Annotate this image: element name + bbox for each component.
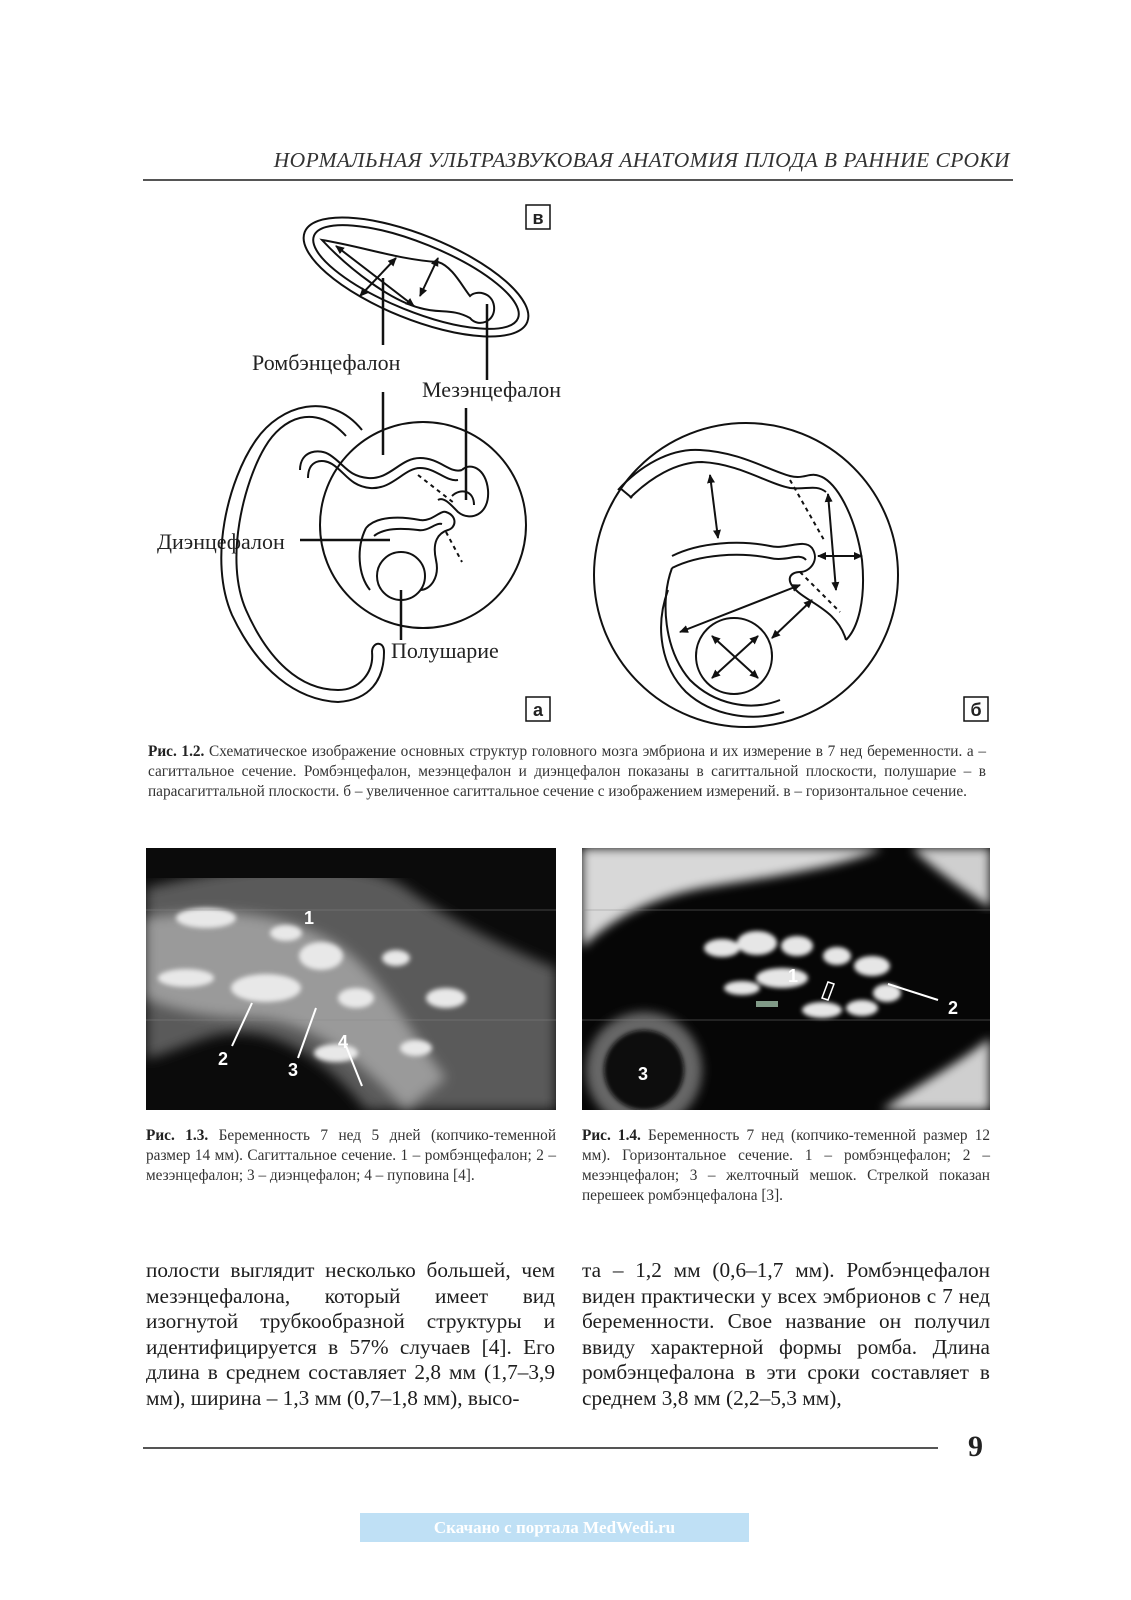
- figure-1-3-number: Рис. 1.3.: [146, 1127, 209, 1144]
- fig-1-3-marker-1: 1: [304, 908, 315, 928]
- fig-1-4-marker-2: 2: [948, 998, 959, 1018]
- running-header: НОРМАЛЬНАЯ УЛЬТРАЗВУКОВАЯ АНАТОМИЯ ПЛОДА В РАННИЕ СРОКИ: [273, 148, 1010, 172]
- download-watermark: Скачано с портала MedWedi.ru: [360, 1513, 749, 1542]
- footer-rule: [143, 1447, 938, 1449]
- fig-1-4-marker-3: 3: [638, 1064, 649, 1084]
- figure-1-3-ultrasound: [146, 848, 556, 1110]
- label-hemisphere: Полушарие: [391, 638, 499, 663]
- figure-1-4-image: [582, 848, 990, 1110]
- panel-a-tag: а: [532, 700, 544, 720]
- fig-1-3-marker-3: 3: [288, 1060, 299, 1080]
- panel-v-tag: в: [532, 208, 544, 228]
- figure-1-3-image: [146, 848, 556, 1110]
- body-right-column: та – 1,2 мм (0,6–1,7 мм). Ромбэнцефалон виден практически у всех эмбрионов с 7 нед беременности. Свое название он получил ввиду характерной формы ромба. Длина ромбэнцефалона в эти сроки составляет в среднем 3,8 мм (2,2–5,3 мм),: [582, 1258, 990, 1410]
- panel-b-diagram: [594, 423, 898, 727]
- figure-1-3-caption: [146, 1126, 556, 1186]
- figure-1-4-number: Рис. 1.4.: [582, 1127, 641, 1144]
- figure-1-2-caption: [148, 742, 986, 802]
- figure-1-2-schematic: [0, 0, 1131, 740]
- body-left-column: полости выглядит несколько большей, чем мезэнцефалона, который имеет вид изогнутой трубкообразной структуры и идентифицируется в 57% случаев [4]. Его длина в среднем составляет 2,8 мм (1,7–3,9 мм), ширина – 1,3 мм (0,7–1,8 мм), высо-: [146, 1258, 555, 1410]
- figure-1-3-caption-text: Беременность 7 нед 5 дней (копчико-теменной размер 14 мм). Сагиттальное сечение. 1 – ромбэнцефалон; 2 – мезэнцефалон; 3 – диэнцефалон; 4 – пуповина [4].: [146, 1127, 557, 1184]
- label-rhombencephalon: Ромбэнцефалон: [252, 350, 401, 375]
- page-number: 9: [968, 1430, 983, 1463]
- figure-1-2-number: Рис. 1.2.: [148, 743, 205, 760]
- fig-1-3-marker-2: 2: [218, 1049, 229, 1069]
- fig-1-4-marker-1: 1: [788, 966, 799, 986]
- fig-1-3-marker-4: 4: [338, 1032, 349, 1052]
- figure-1-4-ultrasound: [582, 848, 990, 1110]
- label-diencephalon: Диэнцефалон: [157, 529, 285, 554]
- figure-1-4-caption: [582, 1126, 990, 1206]
- figure-1-4-caption-text: Беременность 7 нед (копчико-теменной размер 12 мм). Горизонтальное сечение. 1 – ромбэнцефалон; 2 – мезэнцефалон; 3 – желточный мешок. Стрелкой показан перешеек ромбэнцефалона [3].: [582, 1127, 990, 1204]
- figure-1-2-caption-text: Схематическое изображение основных структур головного мозга эмбриона и их измерение в 7 нед беременности. а – сагиттальное сечение. Ромбэнцефалон, мезэнцефалон и диэнцефалон показаны в сагиттальной плоскости, полушарие – в парасагиттальной плоскости. б – увеличенное сагиттальное сечение с изображением измерений. в – горизонтальное сечение.: [148, 743, 987, 800]
- panel-b-tag: б: [970, 700, 982, 720]
- label-mesencephalon: Мезэнцефалон: [422, 377, 561, 402]
